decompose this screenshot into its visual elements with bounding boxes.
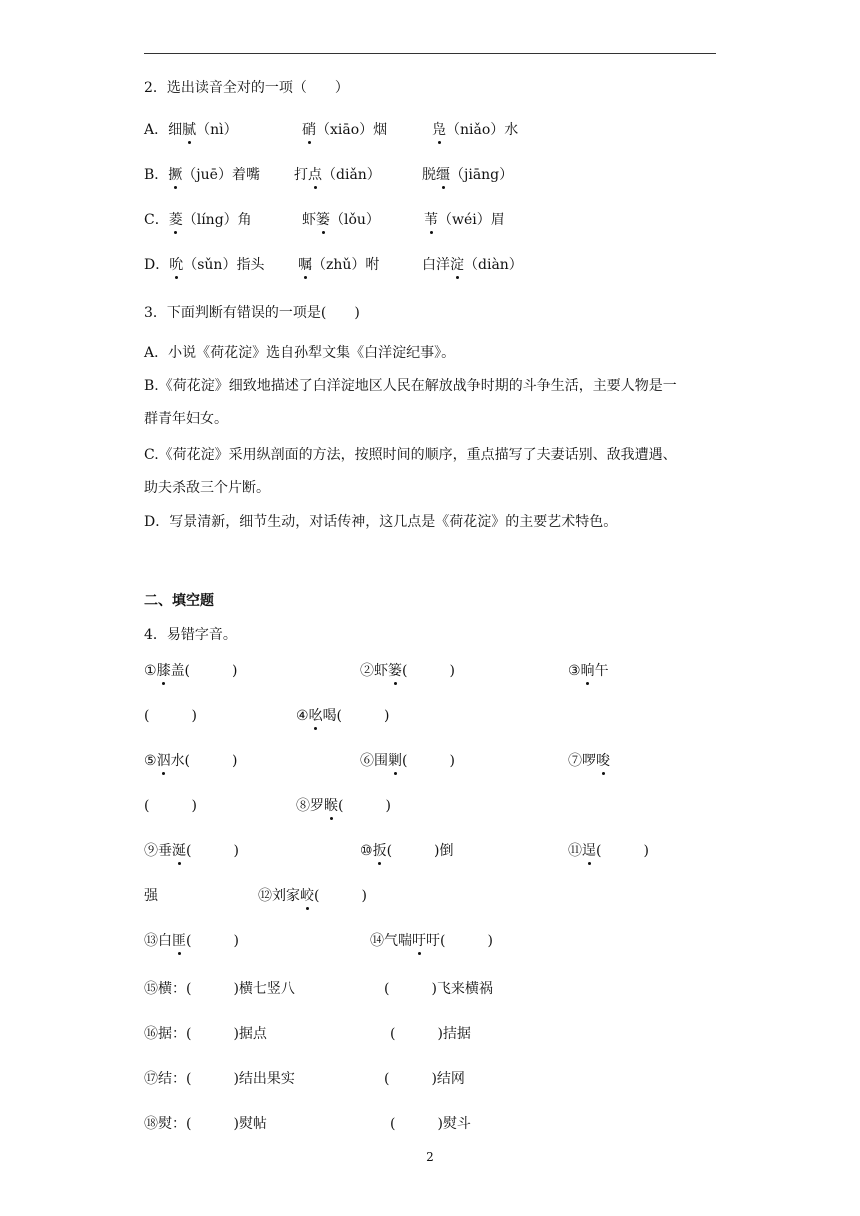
header-rule bbox=[144, 53, 716, 54]
q4-item-18-b: ( )熨斗 bbox=[390, 1116, 471, 1132]
q4-title: 4．易错字音。 bbox=[144, 627, 237, 643]
q4-item-7-blank: ( ) bbox=[144, 798, 197, 814]
q3-option-d: D．写景清新，细节生动，对话传神，这几点是《荷花淀》的主要艺术特色。 bbox=[144, 514, 618, 530]
q3-title: 3．下面判断有错误的一项是( ) bbox=[144, 305, 360, 321]
q4-item-17-a: ⑰结：( )结出果实 bbox=[144, 1071, 295, 1087]
q4-item-3: ③晌午 bbox=[568, 663, 609, 679]
q4-item-4: ④吆喝( ) bbox=[296, 708, 390, 724]
q2-option-a-1: A．细腻（nì） bbox=[144, 122, 238, 138]
q3-option-c-line1: C.《荷花淀》采用纵剖面的方法，按照时间的顺序，重点描写了夫妻话别、敌我遭遇、 bbox=[144, 447, 677, 463]
q2-option-b-1: B．撅（juē）着嘴 bbox=[144, 167, 260, 183]
q2-option-d-1: D．吮（sǔn）指头 bbox=[144, 257, 265, 273]
q4-item-12: ⑫刘家峧( ) bbox=[258, 888, 367, 904]
q4-item-15-b: ( )飞来横祸 bbox=[384, 981, 493, 997]
q3-option-b-line1: B.《荷花淀》细致地描述了白洋淀地区人民在解放战争时期的斗争生活，主要人物是一 bbox=[144, 378, 677, 394]
q4-item-6: ⑥围剿( ) bbox=[360, 753, 455, 769]
q4-item-8: ⑧罗睺( ) bbox=[296, 798, 391, 814]
q4-item-17-b: ( )结网 bbox=[384, 1071, 465, 1087]
q2-option-b-2: 打点（diǎn） bbox=[294, 167, 381, 183]
q4-item-18-a: ⑱熨：( )熨帖 bbox=[144, 1116, 267, 1132]
q4-item-9: ⑨垂涎( ) bbox=[144, 843, 239, 859]
q4-item-5: ⑤泅水( ) bbox=[144, 753, 238, 769]
q4-item-3-blank: ( ) bbox=[144, 708, 197, 724]
q4-item-11: ⑪逞( ) bbox=[568, 843, 649, 859]
q4-item-16-b: ( )拮据 bbox=[390, 1026, 471, 1042]
q2-option-a-2: 硝（xiāo）烟 bbox=[302, 122, 388, 138]
q2-option-c-2: 虾篓（lǒu） bbox=[302, 212, 380, 228]
q3-option-c-line2: 助夫杀敌三个片断。 bbox=[144, 480, 270, 496]
q3-option-b-line2: 群青年妇女。 bbox=[144, 411, 228, 427]
section-heading: 二、填空题 bbox=[144, 593, 214, 609]
q4-item-14: ⑭气喘吁吁( ) bbox=[370, 933, 493, 949]
q2-option-d-2: 嘱（zhǔ）咐 bbox=[298, 257, 380, 273]
page-number: 2 bbox=[426, 1150, 434, 1164]
q2-option-c-1: C．菱（líng）角 bbox=[144, 212, 252, 228]
q4-item-2: ②虾篓( ) bbox=[360, 663, 455, 679]
q2-title: 2．选出读音全对的一项（ ） bbox=[144, 80, 349, 96]
q3-option-a: A．小说《荷花淀》选自孙犁文集《白洋淀纪事》。 bbox=[144, 345, 456, 361]
q2-option-a-3: 凫（niǎo）水 bbox=[432, 122, 519, 138]
q4-item-1: ①膝盖( ) bbox=[144, 663, 238, 679]
q4-item-16-a: ⑯据：( )据点 bbox=[144, 1026, 267, 1042]
q4-item-7: ⑦啰唆 bbox=[568, 753, 610, 769]
q2-option-c-3: 苇（wéi）眉 bbox=[424, 212, 505, 228]
q4-item-11-cont: 强 bbox=[144, 888, 158, 904]
q2-option-d-3: 白洋淀（diàn） bbox=[422, 257, 523, 273]
q4-item-13: ⑬白匪( ) bbox=[144, 933, 239, 949]
q2-option-b-3: 脱缰（jiāng） bbox=[422, 167, 514, 183]
q4-item-15-a: ⑮横：( )横七竖八 bbox=[144, 981, 295, 997]
q4-item-10: ⑩扳( )倒 bbox=[360, 843, 454, 859]
